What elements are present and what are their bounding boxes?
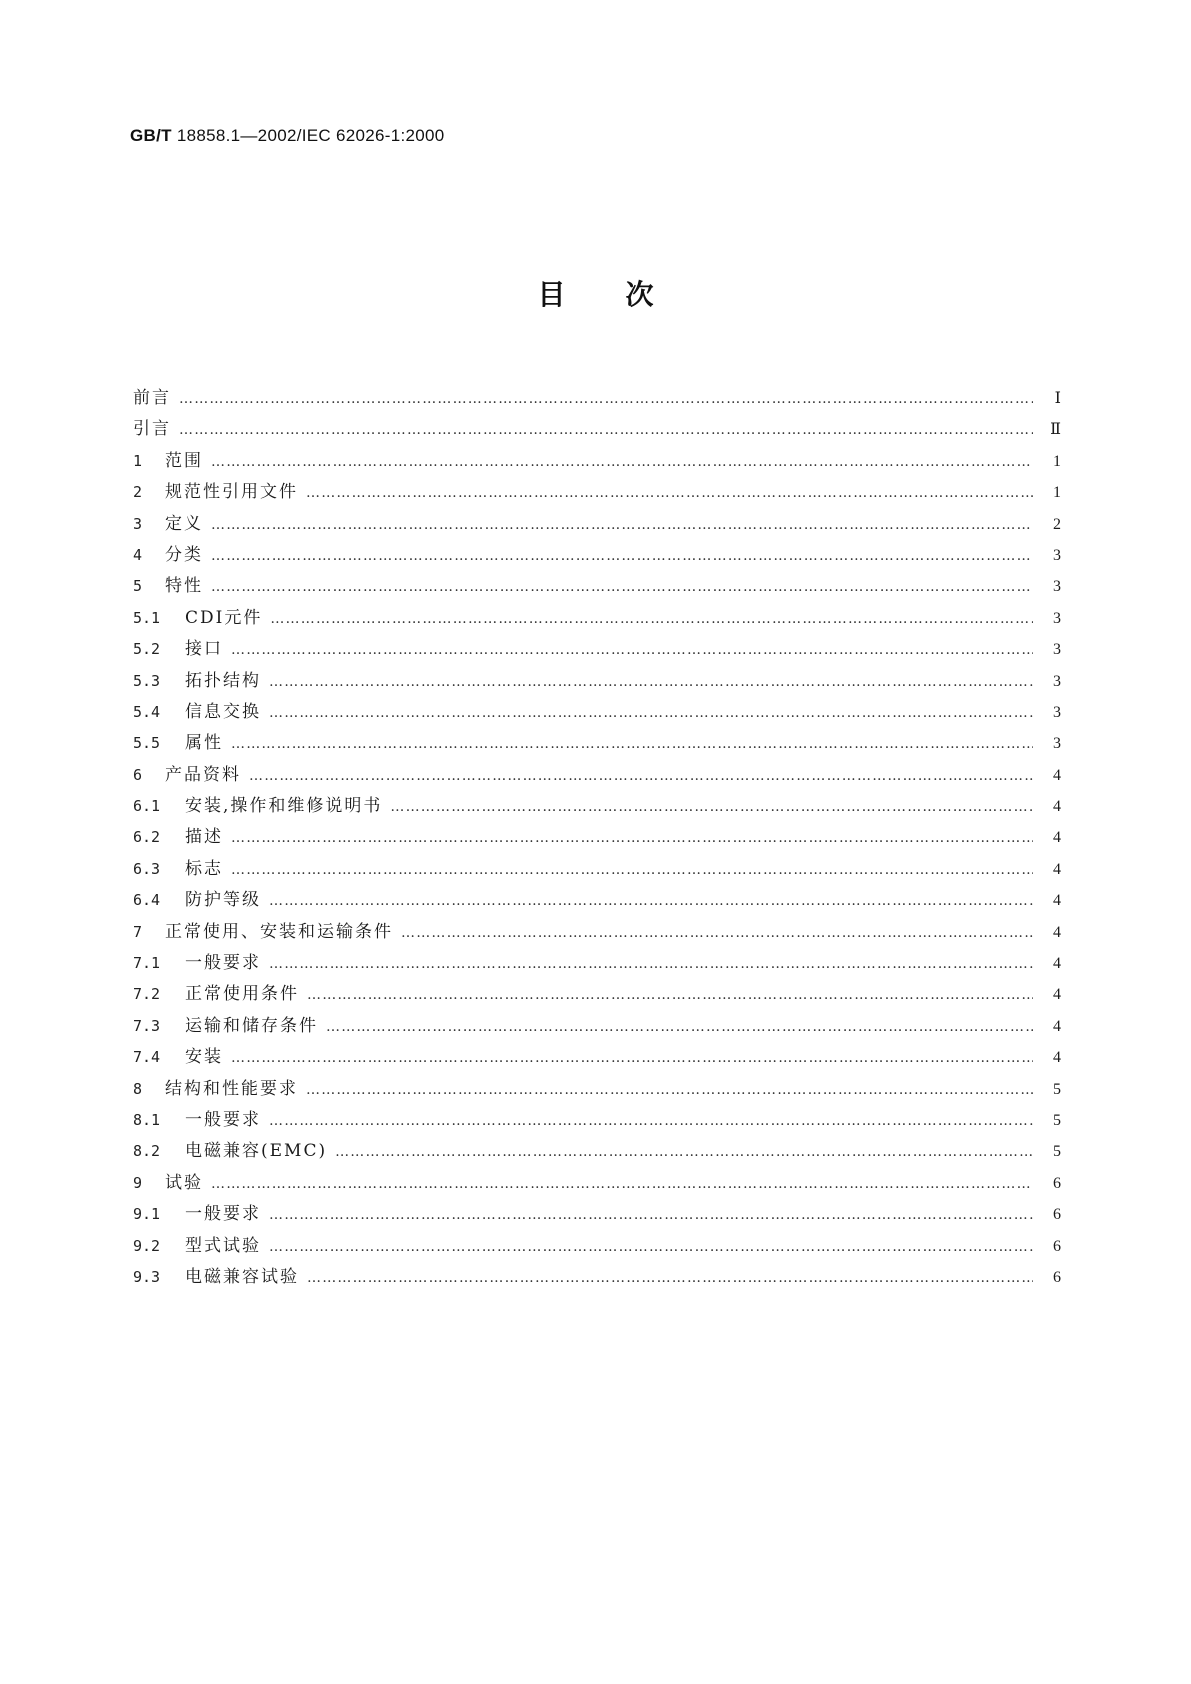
- toc-leader-dots: [249, 761, 1033, 792]
- toc-entry-page: 4: [1033, 917, 1061, 948]
- toc-entry[interactable]: [133, 760, 1061, 791]
- toc-entry[interactable]: [133, 446, 1061, 477]
- toc-entry-label: 产品资料: [165, 760, 249, 791]
- toc-leader-dots: [269, 886, 1033, 917]
- toc-entry-number: 6.3: [133, 859, 161, 878]
- toc-leader-dots: [269, 949, 1033, 980]
- toc-entry-page: 3: [1033, 728, 1061, 759]
- toc-leader-dots: [269, 1232, 1033, 1263]
- toc-entry-page: 4: [1033, 791, 1061, 822]
- page-title: 目次: [537, 278, 714, 311]
- toc-entry[interactable]: [133, 1074, 1061, 1105]
- toc-entry-label: 安装: [185, 1042, 231, 1073]
- toc-entry[interactable]: [133, 383, 1061, 414]
- toc-entry-number: 5.3: [133, 671, 161, 690]
- toc-entry-page: Ⅰ: [1033, 383, 1061, 414]
- toc-entry-number: 8: [133, 1079, 143, 1098]
- toc-entry-page: 3: [1033, 634, 1061, 665]
- toc-entry-label: 信息交换: [185, 697, 269, 728]
- toc-entry-page: 4: [1033, 885, 1061, 916]
- toc-entry-label: 电磁兼容(EMC): [185, 1136, 335, 1167]
- toc-entry-number: 1: [133, 451, 143, 470]
- toc-entry-label: 拓扑结构: [185, 666, 269, 697]
- toc-entry[interactable]: [133, 666, 1061, 697]
- toc-entry-label: 一般要求: [185, 948, 269, 979]
- toc-entry[interactable]: [133, 791, 1061, 822]
- toc-leader-dots: [179, 384, 1033, 415]
- toc-entry-label: 试验: [165, 1168, 211, 1199]
- table-of-contents: [133, 383, 1061, 1293]
- toc-entry-label: CDI元件: [185, 603, 270, 634]
- toc-entry-page: 6: [1033, 1168, 1061, 1199]
- toc-entry[interactable]: [133, 854, 1061, 885]
- toc-entry[interactable]: [133, 1231, 1061, 1262]
- toc-entry-label: 防护等级: [185, 885, 269, 916]
- toc-leader-dots: [269, 667, 1033, 698]
- toc-entry-label: 范围: [165, 446, 211, 477]
- toc-entry-label: 接口: [185, 634, 231, 665]
- toc-entry-page: 1: [1033, 446, 1061, 477]
- toc-entry-number: 8.2: [133, 1142, 161, 1161]
- toc-entry-label: 运输和储存条件: [185, 1011, 326, 1042]
- toc-leader-dots: [211, 572, 1033, 603]
- toc-entry-page: 3: [1033, 540, 1061, 571]
- toc-entry-number: 3: [133, 514, 143, 533]
- toc-entry-number: 9.2: [133, 1236, 161, 1255]
- toc-entry[interactable]: [133, 571, 1061, 602]
- toc-entry[interactable]: [133, 979, 1061, 1010]
- toc-entry-number: 6.4: [133, 891, 161, 910]
- toc-entry-label: 型式试验: [185, 1231, 269, 1262]
- toc-entry-page: 6: [1033, 1262, 1061, 1293]
- toc-entry-label: 正常使用、安装和运输条件: [165, 917, 401, 948]
- toc-entry-page: 4: [1033, 948, 1061, 979]
- standard-prefix: GB/T: [130, 126, 172, 145]
- toc-entry-label: 电磁兼容试验: [185, 1262, 307, 1293]
- toc-entry-page: 6: [1033, 1231, 1061, 1262]
- toc-leader-dots: [335, 1137, 1033, 1168]
- toc-entry-page: 1: [1033, 477, 1061, 508]
- toc-entry[interactable]: [133, 540, 1061, 571]
- toc-entry[interactable]: [133, 1168, 1061, 1199]
- toc-leader-dots: [269, 1106, 1033, 1137]
- toc-entry-page: 4: [1033, 1042, 1061, 1073]
- toc-entry-number: 5.4: [133, 702, 161, 721]
- toc-leader-dots: [307, 980, 1033, 1011]
- toc-entry-label: 属性: [185, 728, 231, 759]
- toc-entry-page: Ⅱ: [1033, 414, 1061, 445]
- toc-entry-label: 分类: [165, 540, 211, 571]
- toc-entry-number: 9.3: [133, 1267, 161, 1286]
- toc-entry-page: 4: [1033, 822, 1061, 853]
- toc-entry-number: 2: [133, 483, 143, 502]
- toc-entry[interactable]: [133, 1262, 1061, 1293]
- toc-entry-number: 7.2: [133, 985, 161, 1004]
- toc-entry-page: 5: [1033, 1136, 1061, 1167]
- toc-entry-label: 特性: [165, 571, 211, 602]
- toc-entry[interactable]: [133, 414, 1061, 445]
- toc-entry[interactable]: [133, 1011, 1061, 1042]
- toc-leader-dots: [211, 1169, 1033, 1200]
- toc-leader-dots: [306, 478, 1033, 509]
- toc-entry-number: 8.1: [133, 1110, 161, 1129]
- toc-entry-number: 4: [133, 545, 143, 564]
- toc-entry-label: 安装,操作和维修说明书: [185, 791, 390, 822]
- standard-number: [130, 126, 445, 146]
- toc-entry-page: 3: [1033, 697, 1061, 728]
- toc-entry[interactable]: [133, 603, 1061, 634]
- toc-entry-label: 结构和性能要求: [165, 1074, 306, 1105]
- toc-entry[interactable]: [133, 1136, 1061, 1167]
- toc-entry-number: 7.3: [133, 1016, 161, 1035]
- toc-entry-page: 5: [1033, 1105, 1061, 1136]
- toc-entry-page: 3: [1033, 571, 1061, 602]
- toc-leader-dots: [231, 635, 1033, 666]
- toc-leader-dots: [211, 447, 1033, 478]
- toc-entry-number: 7.4: [133, 1048, 161, 1067]
- toc-entry-label: 一般要求: [185, 1199, 269, 1230]
- toc-entry-page: 3: [1033, 603, 1061, 634]
- toc-leader-dots: [179, 415, 1033, 446]
- toc-entry-label: 引言: [133, 414, 179, 445]
- toc-entry-number: 6: [133, 765, 143, 784]
- toc-leader-dots: [231, 855, 1033, 886]
- toc-entry-page: 4: [1033, 854, 1061, 885]
- toc-entry-label: 前言: [133, 383, 179, 414]
- toc-leader-dots: [390, 792, 1033, 823]
- toc-entry-label: 标志: [185, 854, 231, 885]
- toc-leader-dots: [269, 1200, 1033, 1231]
- toc-entry-page: 6: [1033, 1199, 1061, 1230]
- toc-entry-page: 4: [1033, 760, 1061, 791]
- toc-entry-label: 正常使用条件: [185, 979, 307, 1010]
- toc-entry-page: 3: [1033, 666, 1061, 697]
- toc-entry-number: 6.2: [133, 828, 161, 847]
- toc-leader-dots: [306, 1075, 1033, 1106]
- toc-entry-label: 描述: [185, 822, 231, 853]
- toc-entry-number: 7: [133, 922, 143, 941]
- toc-entry-number: 5.2: [133, 640, 161, 659]
- toc-leader-dots: [231, 823, 1033, 854]
- toc-entry-number: 5.5: [133, 734, 161, 753]
- toc-leader-dots: [211, 541, 1033, 572]
- toc-entry-label: 一般要求: [185, 1105, 269, 1136]
- toc-leader-dots: [231, 1043, 1033, 1074]
- toc-entry-number: 9: [133, 1173, 143, 1192]
- toc-entry-number: 5.1: [133, 608, 161, 627]
- toc-entry-number: 9.1: [133, 1205, 161, 1224]
- toc-entry-page: 5: [1033, 1074, 1061, 1105]
- toc-entry-label: 规范性引用文件: [165, 477, 306, 508]
- toc-entry[interactable]: [133, 1105, 1061, 1136]
- toc-entry[interactable]: [133, 509, 1061, 540]
- toc-leader-dots: [211, 510, 1033, 541]
- toc-entry[interactable]: [133, 917, 1061, 948]
- toc-leader-dots: [401, 918, 1033, 949]
- toc-entry[interactable]: [133, 1199, 1061, 1230]
- toc-entry[interactable]: [133, 634, 1061, 665]
- toc-entry-number: 6.1: [133, 797, 161, 816]
- toc-entry[interactable]: [133, 728, 1061, 759]
- toc-entry-page: 2: [1033, 509, 1061, 540]
- toc-leader-dots: [269, 698, 1033, 729]
- toc-entry[interactable]: [133, 948, 1061, 979]
- toc-leader-dots: [231, 729, 1033, 760]
- toc-leader-dots: [307, 1263, 1033, 1294]
- toc-entry[interactable]: [133, 1042, 1061, 1073]
- toc-entry-page: 4: [1033, 1011, 1061, 1042]
- toc-leader-dots: [326, 1012, 1033, 1043]
- toc-leader-dots: [270, 604, 1033, 635]
- toc-entry-label: 定义: [165, 509, 211, 540]
- toc-entry[interactable]: [133, 697, 1061, 728]
- toc-entry-number: 5: [133, 577, 143, 596]
- toc-entry[interactable]: [133, 822, 1061, 853]
- standard-code: 18858.1—2002/IEC 62026-1:2000: [171, 126, 445, 145]
- toc-entry[interactable]: [133, 477, 1061, 508]
- toc-entry-number: 7.1: [133, 954, 161, 973]
- toc-entry[interactable]: [133, 885, 1061, 916]
- toc-entry-page: 4: [1033, 979, 1061, 1010]
